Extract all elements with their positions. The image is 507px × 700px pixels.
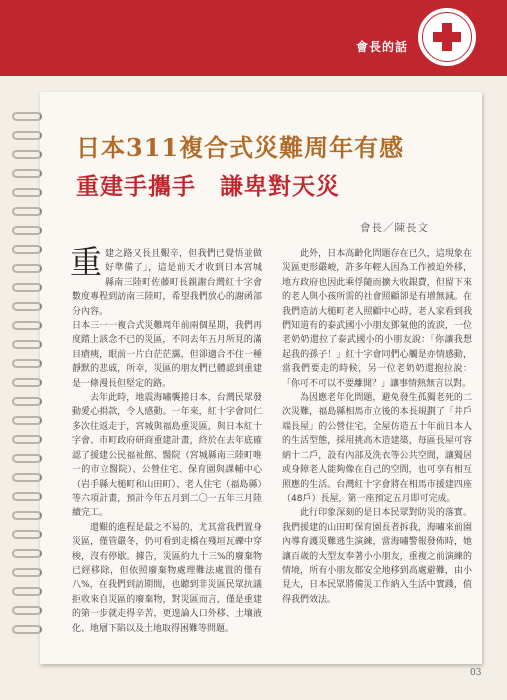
paragraph: 還艱的進程是最之不易的，尤其當我們置身災區，僅管嚴冬，仍可看到走橋在殘垣瓦礫中穿梭，沒有停歇。據告，災區約九十三%的廢棄物已經移除，但依照廢棄物處理難法處置的僅有八%，在我們到訪期間，也聽到非災區民眾抗議拒收來自災區的廢棄物，對災區而言，僅是重建的第一步就走得辛苦，更遑論人口外移、土壤液化、地層下陷以及土地取得困難等問題。 [72,522,262,634]
paragraph: 去年此時，地震海嘯襲捲日本，台灣民眾發動愛心捐款，令人感動。一年來，紅十字會同仁多次往返走于，宮城與福島重災區，與日本紅十字會、市町政府研商重建計畫，終於在去年底確認了援建公民福祉館、醫院（宮城縣南三陸町唯一的市立醫院）、公營住宅、保育園與課輔中心（岩手縣大槌町和山田町）、老人住宅（福島縣）等六項計畫，預計今年五月到二〇一五年三月陸續完工。 [72,393,262,519]
article-title: 日本311複合式災難周年有感 [76,133,405,162]
page-number: 03 [470,668,482,678]
paragraph: 為因應老年化問題，避免發生孤獨老死的二次災難，福島縣相馬市立後的本長規劃了「井戶端長屋」的公營住宅，全屋仿造五十年前日本人的生活型態，採用挑高木造建築，每區長屋可容納十二戶，設有內部及洗衣等公共空間，讓獨居或身障老人能夠像在自己的空間，也可享有相互照應的生活。台灣紅十字會將在相馬市援建四座（48戶）長屋，第一座預定五月即可完成。 [282,393,472,504]
article-column-left [70,243,262,636]
paragraph: 日本三一一複合式災難周年前兩個星期，我們再度踏上該念不已的災區，不同去年五月所見的滿目瘡痍，眼前一片白茫茫靄，但卻適合不住一種靜默的悲戚，所幸，災區的朋友們已體認到重建是一條漫長但堅定的路。 [72,321,262,389]
paragraph: 此外，日本高齡化問題存在已久，這現象在災區更形嚴峻，許多年輕人因為工作被迫外移，地方政府也因此乘俘隨而擴大收銀費，但留下來的老人與小孩所需的社會照顧卻是有增無減。在我們造訪大槌町老人照顧中心時，老人家看到我們知道有的泰武國小小朋友鄧氣他的流淚，一位老奶奶還拉了泰武國小的小朋友說：「你讓我想起我的孫子！」紅十字會同們心觸是亦情感動，當我們要走的時候，另一位老奶奶還抱拉說：「你可不可以不要離開？」讓事情熱無言以對。 [282,249,472,389]
article-author: 會長／陳長文 [360,222,429,234]
red-cross-logo-icon [416,6,478,68]
drop-cap: 重 [70,243,103,281]
paragraph [70,243,262,319]
paragraph: 此行印象深刻的是日本民眾對防災的落實。我們援建的山田町保育園長者拆我，海嘯來前園內導育護災難逃生演練，當海嘯警報發佈時，她讓百歲的大型友奉著小小朋友，重複之前演練的情境，所有小朋友都安全地移到高處避難，由小見大，日本民眾將備災工作納入生活中實踐，值得我們效法。 [282,508,472,605]
paragraph-text: 建之路又長且艱辛，但我們已覺悟並做好準備了」，這是前天才收到日本宮城縣南三陸町佐藤町長親謝台灣紅十字會數度專程到訪南三陸町，希望我們放心的謝函部分內容。 [72,249,262,317]
section-label: 會長的話 [356,40,409,54]
article-subtitle: 重建手攜手 謙卑對天災 [76,173,340,200]
article-column-right [282,247,472,607]
